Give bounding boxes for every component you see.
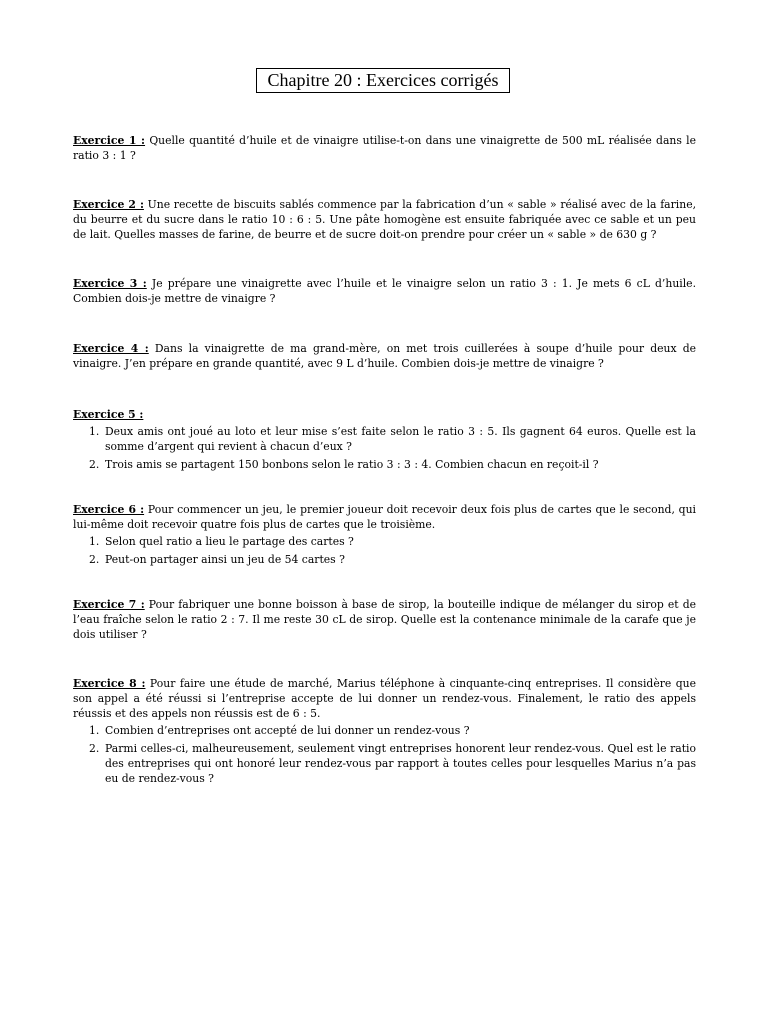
exercise-3: [73, 276, 696, 306]
exercise-text: Je prépare une vinaigrette avec l’huile et le vinaigre selon un ratio 3 : 1. Je mets 6 cL d’huile. Combien dois-je mettre de vinaigre ?: [73, 277, 696, 305]
exercise-label: Exercice 4 :: [73, 342, 149, 355]
list-item: [73, 534, 696, 549]
exercise-8: [73, 676, 696, 786]
item-number: 1.: [89, 724, 100, 737]
exercise-label: Exercice 7 :: [73, 598, 145, 611]
exercise-label: Exercice 6 :: [73, 503, 145, 516]
exercise-text: Pour fabriquer une bonne boisson à base de sirop, la bouteille indique de mélanger du sirop et de l’eau fraîche selon le ratio 2 : 7. Il me reste 30 cL de sirop. Quelle est la contenance minimale de la carafe que je dois utiliser ?: [73, 598, 696, 641]
item-text: Peut-on partager ainsi un jeu de 54 cartes ?: [105, 553, 345, 566]
item-number: 2.: [89, 553, 100, 566]
exercise-text: Dans la vinaigrette de ma grand-mère, on met trois cuillerées à soupe d’huile pour deux de vinaigre. J’en prépare en grande quantité, avec 9 L d’huile. Combien dois-je mettre de vinaigre ?: [73, 342, 696, 370]
question-list: [73, 424, 696, 472]
exercise-text: Pour commencer un jeu, le premier joueur doit recevoir deux fois plus de cartes que le second, qui lui-même doit recevoir quatre fois plus de cartes que le troisième.: [73, 503, 697, 531]
exercise-7: [73, 597, 696, 642]
exercise-label: Exercice 1 :: [73, 134, 146, 147]
item-text: Deux amis ont joué au loto et leur mise s’est faite selon le ratio 3 : 5. Ils gagnent 64 euros. Quelle est la somme d’argent qui revient à chacun d’eux ?: [105, 425, 696, 453]
exercise-text: Quelle quantité d’huile et de vinaigre utilise-t-on dans une vinaigrette de 500 mL réalisée dans le ratio 3 : 1 ?: [73, 134, 697, 162]
exercise-2: [73, 197, 696, 242]
exercise-1: [73, 133, 696, 163]
exercise-6: [73, 502, 696, 567]
chapter-title: Chapitre 20 : Exercices corrigés: [256, 68, 510, 93]
exercise-text: Une recette de biscuits sablés commence par la fabrication d’un « sable » réalisé avec de la farine, du beurre et du sucre dans le ratio 10 : 6 : 5. Une pâte homogène est ensuite fabriquée avec ce sable et un peu de lait. Quelles masses de farine, de beurre et de sucre doit-on prendre pour créer un « sable » de 630 g ?: [73, 198, 697, 241]
question-list: [73, 534, 696, 567]
question-list: [73, 723, 696, 786]
item-number: 2.: [89, 742, 100, 755]
list-item: [73, 457, 696, 472]
exercise-label: Exercice 3 :: [73, 277, 147, 290]
item-text: Combien d’entreprises ont accepté de lui donner un rendez-vous ?: [105, 724, 470, 737]
exercise-label: Exercice 8 :: [73, 677, 146, 690]
item-number: 2.: [89, 458, 100, 471]
exercise-5: [73, 407, 696, 472]
exercise-list: [73, 133, 696, 789]
item-text: Parmi celles-ci, malheureusement, seulement vingt entreprises honorent leur rendez-vous. Quel est le ratio des entreprises qui ont honoré leur rendez-vous par rapport à toutes celles pour lesquelles Marius n’a pas eu de rendez-vous ?: [105, 742, 696, 785]
list-item: [73, 424, 696, 454]
item-text: Selon quel ratio a lieu le partage des cartes ?: [105, 535, 354, 548]
exercise-text: Pour faire une étude de marché, Marius téléphone à cinquante-cinq entreprises. Il considère que son appel a été réussi si l’entreprise accepte de lui donner un rendez-vous. Finalement, le ratio des appels réussis et des appels non réussis est de 6 : 5.: [73, 677, 696, 720]
item-text: Trois amis se partagent 150 bonbons selon le ratio 3 : 3 : 4. Combien chacun en reçoit-il ?: [105, 458, 599, 471]
item-number: 1.: [89, 425, 100, 438]
exercise-label: Exercice 5 :: [73, 408, 144, 421]
exercise-label: Exercice 2 :: [73, 198, 144, 211]
list-item: [73, 741, 696, 786]
list-item: [73, 723, 696, 738]
list-item: [73, 552, 696, 567]
item-number: 1.: [89, 535, 100, 548]
exercise-4: [73, 341, 696, 371]
